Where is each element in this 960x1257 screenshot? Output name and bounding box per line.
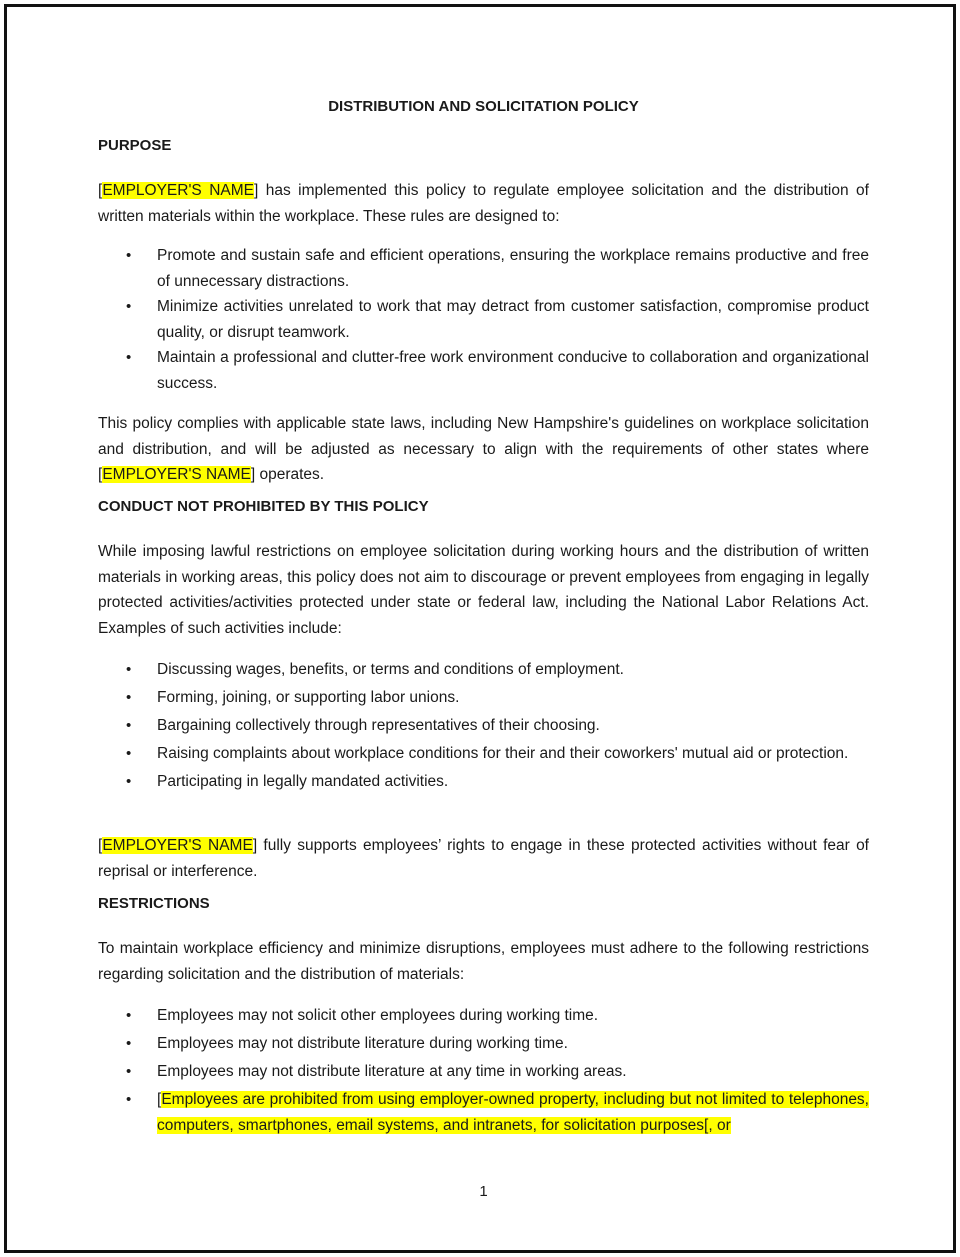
list-item: • Bargaining collectively through representatives of their choosing. (98, 713, 869, 739)
bullet-icon: • (126, 745, 132, 762)
document-page (4, 4, 956, 1253)
employer-name-placeholder: EMPLOYER'S NAME (102, 182, 254, 199)
purpose-bullet-list (98, 243, 869, 396)
bullet-icon: • (126, 349, 132, 366)
employer-name-placeholder: EMPLOYER'S NAME (102, 837, 253, 854)
highlighted-clause: Employees are prohibited from using employer-owned property, including but not limited to telephones, computers, smartphones, email systems, and intranets, for solicitation purposes[, or (157, 1091, 869, 1134)
list-item: • Participating in legally mandated activities. (98, 769, 869, 795)
purpose-intro: [EMPLOYER'S NAME] has implemented this policy to regulate employee solicitation and the distribution of written materials within the workplace. These rules are designed to: (98, 182, 869, 225)
bullet-icon: • (126, 1035, 132, 1052)
restrictions-heading: RESTRICTIONS (98, 895, 210, 912)
bullet-icon: • (126, 247, 132, 264)
bullet-icon: • (126, 773, 132, 790)
conduct-intro: While imposing lawful restrictions on employee solicitation during working hours and the distribution of written materials in working areas, this policy does not aim to discourage or prevent employees from engaging in legally protected activities/activities protected under state or federal law, including the National Labor Relations Act. Examples of such activities include: (98, 543, 869, 637)
list-item: • Minimize activities unrelated to work that may detract from customer satisfaction, compromise product quality, or disrupt teamwork. (98, 294, 869, 345)
list-item: • Maintain a professional and clutter-free work environment conducive to collaboration and organizational success. (98, 345, 869, 396)
page-number: 1 (479, 1183, 488, 1200)
support-paragraph: [EMPLOYER'S NAME] fully supports employees’ rights to engage in these protected activities without fear of reprisal or interference. (98, 837, 869, 880)
list-item: • Employees may not solicit other employees during working time. (98, 1003, 869, 1029)
bullet-icon: • (126, 1007, 132, 1024)
bullet-icon: • (126, 689, 132, 706)
list-item: • Raising complaints about workplace conditions for their and their coworkers' mutual aid or protection. (98, 741, 869, 767)
purpose-heading: PURPOSE (98, 137, 172, 154)
conduct-bullet-list (98, 657, 869, 795)
bullet-icon: • (126, 298, 132, 315)
list-item: • Forming, joining, or supporting labor unions. (98, 685, 869, 711)
conduct-heading: CONDUCT NOT PROHIBITED BY THIS POLICY (98, 498, 429, 515)
restrictions-intro: To maintain workplace efficiency and minimize disruptions, employees must adhere to the following restrictions regarding solicitation and the distribution of materials: (98, 940, 869, 983)
document-title: DISTRIBUTION AND SOLICITATION POLICY (328, 98, 639, 115)
bullet-icon: • (126, 1091, 132, 1108)
compliance-paragraph: This policy complies with applicable state laws, including New Hampshire's guidelines on workplace solicitation and distribution, and will be adjusted as necessary to align with the requirements of other states where [EMPLOYER'S NAME] operates. (98, 415, 869, 483)
bullet-icon: • (126, 1063, 132, 1080)
employer-name-placeholder: EMPLOYER'S NAME (102, 466, 251, 483)
bullet-icon: • (126, 717, 132, 734)
list-item: • Employees may not distribute literature during working time. (98, 1031, 869, 1057)
list-item: • Promote and sustain safe and efficient operations, ensuring the workplace remains productive and free of unnecessary distractions. (98, 243, 869, 294)
list-item: • [Employees are prohibited from using employer-owned property, including but not limited to telephones, computers, smartphones, email systems, and intranets, for solicitation purposes[, or (98, 1087, 869, 1138)
bullet-icon: • (126, 661, 132, 678)
restrictions-bullet-list (98, 1003, 869, 1138)
list-item: • Employees may not distribute literature at any time in working areas. (98, 1059, 869, 1085)
list-item: • Discussing wages, benefits, or terms and conditions of employment. (98, 657, 869, 683)
